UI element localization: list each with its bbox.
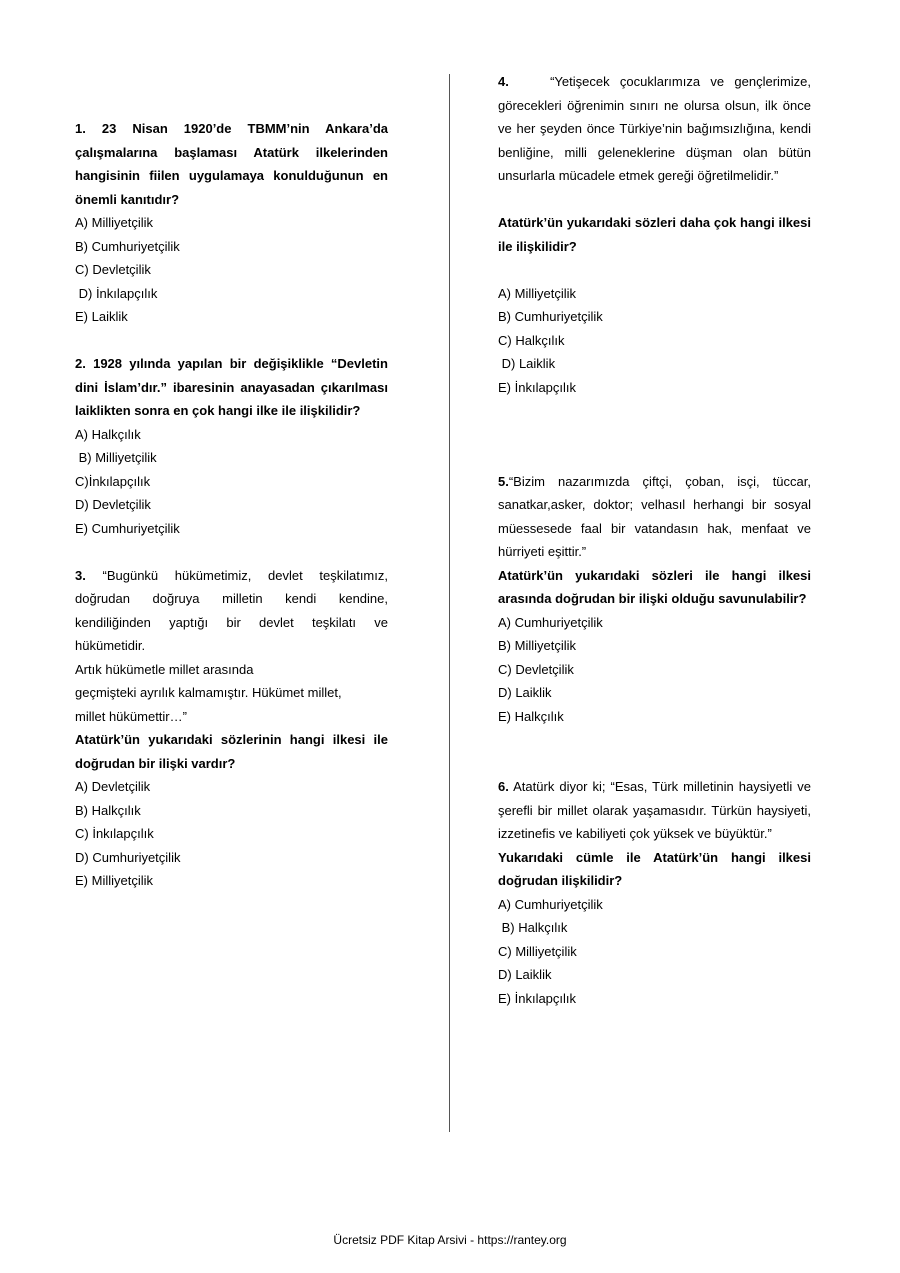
question-4-number: 4. (498, 74, 509, 89)
question-2-option-a[interactable]: A) Halkçılık (75, 426, 141, 442)
question-5-question: Atatürk’ün yukarıdaki sözleri ile hangi ilkesi arasında doğrudan bir ilişki olduğu savunulabilir? (498, 567, 811, 606)
question-5-option-d[interactable]: D) Laiklik (498, 685, 552, 700)
question-2-stem (75, 352, 388, 423)
question-6-option-a[interactable]: A) Cumhuriyetçilik (498, 896, 603, 912)
question-1-option-a[interactable]: A) Milliyetçilik (75, 215, 153, 230)
question-6-option-c[interactable]: C) Milliyetçilik (498, 943, 577, 959)
right-column (498, 70, 811, 1010)
question-6 (498, 775, 811, 1010)
question-6-number: 6. (498, 779, 509, 794)
question-4 (498, 70, 811, 399)
question-3-quote-line-2: geçmişteki ayrılık kalmamıştır. Hükümet millet, (75, 685, 342, 700)
question-6-option-e[interactable]: E) İnkılapçılık (498, 990, 577, 1006)
question-6-option-b[interactable]: B) Halkçılık (498, 920, 568, 935)
question-3-quote-text: “Bugünkü hükümetimiz, devlet teşkilatımız, doğrudan doğruya milletin kendi kendine, kendiliğinden yaptığı bir devlet teşkilatı ve hükümetidir. (75, 567, 388, 653)
question-6-quote (498, 775, 811, 846)
question-3-question: Atatürk’ün yukarıdaki sözlerinin hangi ilkesi ile doğrudan bir ilişki vardır? (75, 732, 388, 771)
question-2-option-b[interactable]: B) Milliyetçilik (75, 450, 157, 465)
question-4-quote-text: “Yetişecek çocuklarımıza ve gençlerimize, görecekleri öğrenimin sınırı ne olursa olsun, ilk önce ve her şeyden önce Türkiye’nin bağımsızlığına, kendi benliğine, milli geleneklerine düşman olan bütün unsurlarla mücadele etmek gereği öğretilmelidir.” (498, 74, 811, 183)
question-1-option-d[interactable]: D) İnkılapçılık (75, 285, 158, 301)
question-6-quote-text: Atatürk diyor ki; “Esas, Türk milletinin haysiyetli ve şerefli bir millet olarak yaşamasıdır. Türkün haysiyeti, izzetinefis ve kabiliyeti çok yüksek ve büyüktür.” (498, 779, 811, 841)
question-5-quote-text: “Bizim nazarımızda çiftçi, çoban, isçi, tüccar, sanatkar,asker, doktor; velhasıl herhangi bir sosyal müessesede faal bir vatandasın hak, menfaat ve hürriyeti eşittir.” (498, 473, 811, 559)
question-3 (75, 564, 388, 893)
question-2-option-c[interactable]: C)İnkılapçılık (75, 473, 151, 489)
page-footer: Ücretsiz PDF Kitap Arsivi - https://rantey.org (333, 1233, 567, 1247)
question-4-question: Atatürk’ün yukarıdaki sözleri daha çok hangi ilkesi ile ilişkilidir? (498, 215, 811, 254)
question-4-option-a[interactable]: A) Milliyetçilik (498, 285, 576, 301)
question-2-text: 1928 yılında yapılan bir değişiklikle “Devletin dini İslam’dır.” ibaresinin anayasadan çıkarılması laiklikten sonra en çok hangi ilke ile ilişkilidir? (75, 356, 388, 418)
question-3-option-a[interactable]: A) Devletçilik (75, 779, 151, 794)
question-6-option-d[interactable]: D) Laiklik (498, 967, 552, 982)
question-5-number: 5. (498, 473, 509, 489)
question-5-quote (498, 470, 811, 564)
question-1-text: 23 Nisan 1920’de TBMM’nin Ankara’da çalışmalarına başlaması Atatürk ilkelerinden hangisinin fiilen uygulamaya konulduğunun en önemli kanıtıdır? (75, 121, 388, 207)
question-4-option-e[interactable]: E) İnkılapçılık (498, 379, 577, 395)
question-1-option-e[interactable]: E) Laiklik (75, 309, 128, 324)
question-3-quote-line-3: millet hükümettir…” (75, 708, 187, 724)
question-1-option-b[interactable]: B) Cumhuriyetçilik (75, 238, 180, 254)
question-3-option-c[interactable]: C) İnkılapçılık (75, 826, 154, 841)
question-1-option-c[interactable]: C) Devletçilik (75, 262, 151, 277)
question-5-option-c[interactable]: C) Devletçilik (498, 661, 574, 677)
question-4-option-d[interactable]: D) Laiklik (498, 356, 556, 371)
question-3-quote (75, 564, 388, 658)
column-divider (449, 74, 450, 1132)
question-1-stem (75, 117, 388, 211)
question-5-option-b[interactable]: B) Milliyetçilik (498, 638, 576, 653)
question-2 (75, 352, 388, 540)
question-6-question: Yukarıdaki cümle ile Atatürk’ün hangi ilkesi doğrudan ilişkilidir? (498, 849, 811, 888)
question-5-option-e[interactable]: E) Halkçılık (498, 708, 564, 724)
question-4-quote (498, 70, 811, 188)
question-3-quote-line-1: Artık hükümetle millet arasında (75, 661, 254, 677)
question-1-number: 1. (75, 121, 86, 136)
question-4-option-b[interactable]: B) Cumhuriyetçilik (498, 309, 603, 324)
question-2-option-e[interactable]: E) Cumhuriyetçilik (75, 520, 180, 536)
question-3-number: 3. (75, 567, 86, 583)
question-5-option-a[interactable]: A) Cumhuriyetçilik (498, 614, 603, 630)
question-2-number: 2. (75, 356, 86, 371)
question-1 (75, 117, 388, 329)
question-3-option-b[interactable]: B) Halkçılık (75, 802, 141, 818)
question-3-option-e[interactable]: E) Milliyetçilik (75, 873, 153, 888)
question-3-option-d[interactable]: D) Cumhuriyetçilik (75, 849, 181, 865)
left-column (75, 117, 388, 893)
question-2-option-d[interactable]: D) Devletçilik (75, 497, 151, 512)
question-5 (498, 470, 811, 729)
question-4-option-c[interactable]: C) Halkçılık (498, 332, 565, 348)
